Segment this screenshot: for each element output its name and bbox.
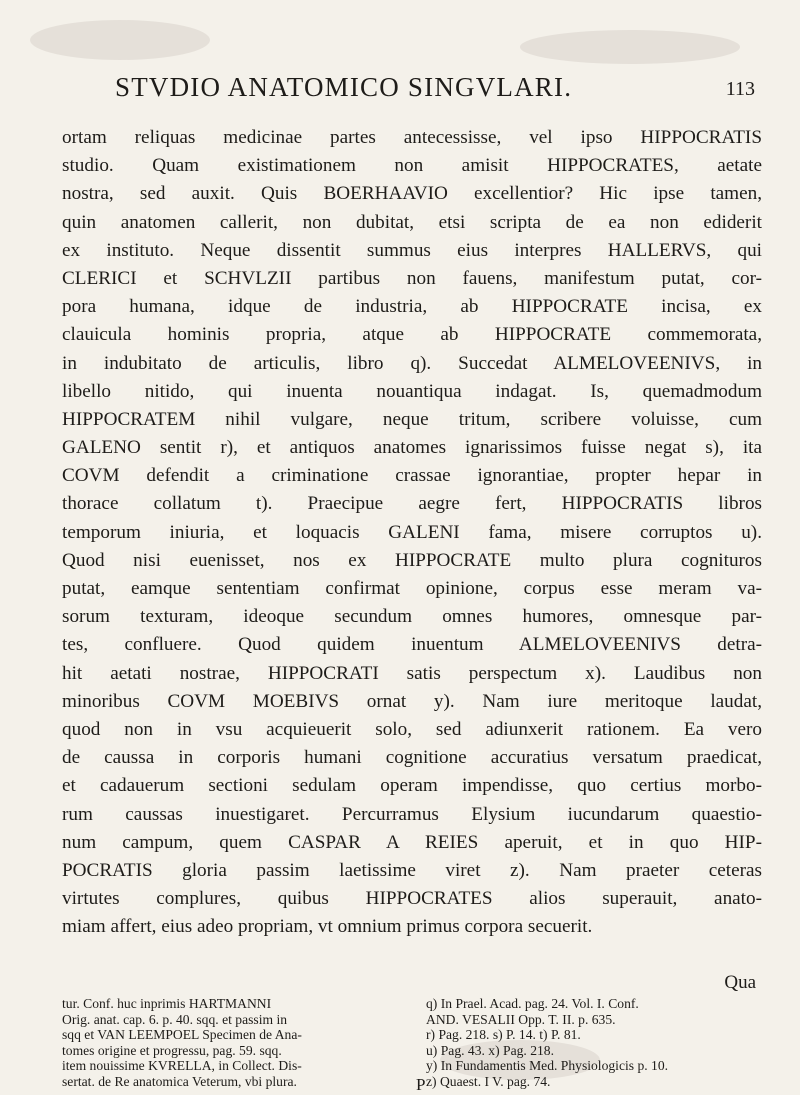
main-text: [62, 124, 762, 941]
text-line: et cadauerum sectioni sedulam operam impendisse, quo certius morbo-: [62, 775, 762, 797]
text-line: Quod nisi euenisset, nos ex HIPPOCRATE multo plura cognituros: [62, 549, 762, 571]
text-line: hit aetati nostrae, HIPPOCRATI satis perspectum x). Laudibus non: [62, 662, 762, 684]
text-line: miam affert, eius adeo propriam, vt omnium primus corpora secuerit.: [62, 916, 593, 938]
footnotes: [62, 996, 764, 1089]
text-line: nostra, sed auxit. Quis BOERHAAVIO excellentior? Hic ipse tamen,: [62, 183, 762, 205]
running-title: STVDIO ANATOMICO SINGVLARI.: [115, 72, 573, 102]
footnotes-left-column: [62, 996, 400, 1090]
text-line: COVM defendit a criminatione crassae ignorantiae, propter hepar in: [62, 465, 762, 487]
footnote-line: tomes origine et progressu, pag. 59. sqq.: [62, 1042, 282, 1058]
text-line: temporum iniuria, et loquacis GALENI fama, misere corruptos u).: [62, 521, 762, 543]
paper-stain: [520, 30, 740, 64]
text-line: quod non in vsu acquieuerit solo, sed adiunxerit rationem. Ea vero: [62, 718, 762, 740]
footnote-line: z) Quaest. I V. pag. 74.: [426, 1073, 551, 1089]
paper-stain: [30, 20, 210, 60]
text-line: minoribus COVM MOEBIVS ornat y). Nam iure meritoque laudat,: [62, 690, 762, 712]
footnote-line: AND. VESALII Opp. T. II. p. 635.: [426, 1011, 616, 1027]
catchword: Qua: [724, 972, 756, 993]
text-line: virtutes complures, quibus HIPPOCRATES alios superauit, anato-: [62, 888, 762, 910]
text-line: CLERICI et SCHVLZII partibus non fauens, manifestum putat, cor-: [62, 267, 762, 289]
text-line: POCRATIS gloria passim laetissime viret z). Nam praeter ceteras: [62, 859, 762, 881]
footnote-line: q) In Prael. Acad. pag. 24. Vol. I. Conf.: [426, 996, 639, 1011]
text-line: GALENO sentit r), et antiquos anatomes ignarissimos fuisse negat s), ita: [62, 437, 762, 459]
footnote-line: item nouissime KVRELLA, in Collect. Dis-: [62, 1058, 302, 1074]
footnote-line: tur. Conf. huc inprimis HARTMANNI: [62, 996, 272, 1011]
footnote-line: sqq et VAN LEEMPOEL Specimen de Ana-: [62, 1027, 302, 1043]
text-line: pora humana, idque de industria, ab HIPPOCRATE incisa, ex: [62, 296, 762, 318]
text-line: sorum texturam, ideoque secundum omnes humores, omnesque par-: [62, 606, 762, 628]
text-line: tes, confluere. Quod quidem inuentum ALMELOVEENIVS detra-: [62, 634, 762, 656]
footnote-line: r) Pag. 218. s) P. 14. t) P. 81.: [426, 1027, 581, 1043]
text-line: rum caussas inuestigaret. Percurramus Elysium iucundarum quaestio-: [62, 803, 762, 825]
text-line: num campum, quem CASPAR A REIES aperuit, et in quo HIP-: [62, 831, 762, 853]
footnote-line: sertat. de Re anatomica Veterum, vbi plura.: [62, 1073, 297, 1089]
text-line: clauicula hominis propria, atque ab HIPPOCRATE commemorata,: [62, 324, 762, 346]
text-line: ortam reliquas medicinae partes antecessisse, vel ipso HIPPOCRATIS: [62, 127, 762, 148]
text-line: libello nitido, qui inuenta nouantiqua indagat. Is, quemadmodum: [62, 380, 762, 402]
footnote-line: y) In Fundamentis Med. Physiologicis p. 10.: [426, 1058, 669, 1074]
text-line: thorace collatum t). Praecipue aegre fert, HIPPOCRATIS libros: [62, 493, 762, 515]
text-line: HIPPOCRATEM nihil vulgare, neque tritum, scribere voluisse, cum: [62, 408, 762, 430]
text-line: quin anatomen callerit, non dubitat, etsi scripta de ea non ediderit: [62, 211, 762, 233]
text-line: studio. Quam existimationem non amisit HIPPOCRATES, aetate: [62, 155, 762, 177]
text-line: ex instituto. Neque dissentit summus eius interpres HALLERVS, qui: [62, 239, 762, 261]
text-line: putat, eamque sententiam confirmat opinione, corpus esse meram va-: [62, 578, 762, 599]
text-line: de caussa in corporis humani cognitione accuratius versatum praedicat,: [62, 747, 762, 769]
footnote-line: Orig. anat. cap. 6. p. 40. sqq. et passim in: [62, 1011, 288, 1027]
footnote-line: u) Pag. 43. x) Pag. 218.: [426, 1042, 554, 1058]
running-head: [115, 72, 755, 112]
text-line: in indubitato de articulis, libro q). Succedat ALMELOVEENIVS, in: [62, 352, 762, 374]
footnotes-right-column: [426, 996, 766, 1090]
page-number: 113: [725, 78, 755, 100]
signature-mark: P: [416, 1075, 426, 1094]
